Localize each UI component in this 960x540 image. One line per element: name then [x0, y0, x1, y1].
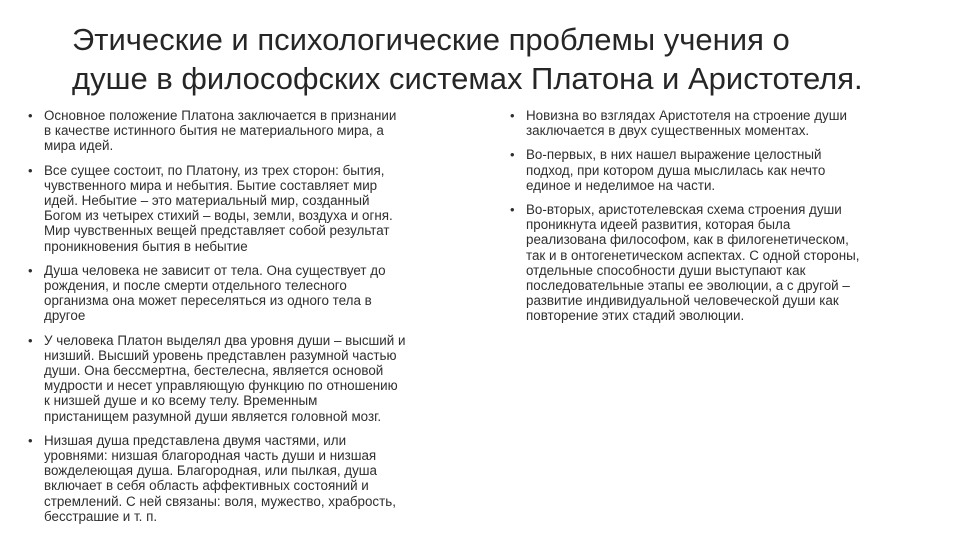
bullet-text-line: низший. Высший уровень представлен разумной частью: [44, 347, 397, 363]
bullet-text-line: Во-вторых, аристотелевская схема строения души: [526, 202, 842, 218]
bullet-dot-icon: •: [510, 108, 515, 123]
bullet-text-line: проникнута идеей развития, которая была: [526, 217, 791, 233]
bullet-text-line: мира идей.: [44, 138, 114, 154]
bullet-text-line: души. Она бессмертна, бестелесна, является основой: [44, 363, 384, 379]
bullet-text-line: реализована философом, как в филогенетическом,: [526, 232, 849, 248]
bullet-text-line: так и в онтогенетическом аспектах. С одной стороны,: [526, 247, 860, 263]
bullet-text-line: мудрости и несет управляющую функцию по отношению: [44, 378, 398, 394]
bullet-text-line: организма она может переселяться из одного тела в: [44, 293, 372, 309]
bullet-text-line: единое и неделимое на части.: [526, 177, 716, 193]
bullet-text-line: вожделеющая душа. Благородная, или пылкая, душа: [44, 463, 377, 479]
bullet-text-line: отдельные способности души выступают как: [526, 262, 806, 278]
bullet-dot-icon: •: [510, 147, 515, 163]
bullet-item: [26, 108, 490, 154]
bullet-text-line: стремлений. С ней связаны: воля, мужество, храбрость,: [44, 493, 396, 509]
bullet-text-line: заключается в двух существенных моментах.: [526, 123, 810, 139]
bullet-dot-icon: •: [28, 332, 33, 348]
bullet-text-line: рождения, и после смерти отдельного телесного: [44, 278, 347, 294]
bullet-item: [508, 108, 948, 138]
bullet-dot-icon: •: [510, 202, 515, 218]
bullet-text-line: бесстрашие и т. п.: [44, 508, 158, 524]
bullet-dot-icon: •: [28, 162, 33, 178]
bullet-text-line: Душа человека не зависит от тела. Она существует до: [44, 262, 386, 278]
bullet-dot-icon: •: [28, 262, 33, 278]
bullet-text-line: подход, при котором душа мыслилась как нечто: [526, 162, 826, 178]
bullet-text-line: У человека Платон выделял два уровня души – высший и: [44, 332, 406, 348]
bullet-text-line: Все сущее состоит, по Платону, из трех сторон: бытия,: [44, 162, 385, 178]
left-column-bullets: [26, 108, 490, 533]
bullet-text-line: Новизна во взглядах Аристотеля на строение души: [526, 108, 847, 123]
bullet-text-line: Низшая душа представлена двумя частями, или: [44, 432, 347, 448]
bullet-text-line: повторение этих стадий эволюции.: [526, 308, 745, 324]
bullet-text-line: уровнями: низшая благородная часть души и низшая: [44, 448, 377, 464]
bullet-text-line: Во-первых, в них нашел выражение целостный: [526, 147, 822, 163]
slide-title-line: душе в философских системах Платона и Аристотеля.: [72, 61, 863, 96]
bullet-text-line: проникновения бытия в небытие: [44, 238, 248, 254]
bullet-text-line: другое: [44, 308, 86, 324]
bullet-dot-icon: •: [28, 432, 33, 448]
bullet-text-line: развитие индивидуальной человеческой души как: [526, 293, 839, 309]
slide-title-line: Этические и психологические проблемы учения о: [72, 22, 790, 57]
bullet-dot-icon: •: [28, 108, 33, 123]
bullet-text-line: Мир чувственных вещей представляет собой результат: [44, 223, 390, 239]
bullet-text-line: пристанищем разумной души является головной мозг.: [44, 408, 382, 424]
bullet-item: [26, 433, 490, 524]
slide-title: [72, 20, 912, 98]
bullet-text-line: к низшей душе и ко всему телу. Временным: [44, 393, 318, 409]
bullet-text-line: Основное положение Платона заключается в признании: [44, 108, 397, 123]
bullet-text-line: чувственного мира и небытия. Бытие составляет мир: [44, 177, 378, 193]
bullet-text-line: идей. Небытие – это материальный мир, созданный: [44, 193, 370, 209]
bullet-text-line: Богом из четырех стихий – воды, земли, воздуха и огня.: [44, 208, 393, 224]
bullet-item: [26, 163, 490, 254]
bullet-text-line: последовательные этапы ее эволюции, а с другой –: [526, 278, 850, 294]
right-column-bullets: [508, 108, 948, 333]
bullet-item: [26, 333, 490, 424]
bullet-text-line: в качестве истинного бытия не материального мира, а: [44, 123, 384, 139]
bullet-item: [508, 147, 948, 193]
bullet-item: [508, 202, 948, 324]
bullet-text-line: включает в себя область аффективных состояний и: [44, 478, 369, 494]
bullet-item: [26, 263, 490, 324]
